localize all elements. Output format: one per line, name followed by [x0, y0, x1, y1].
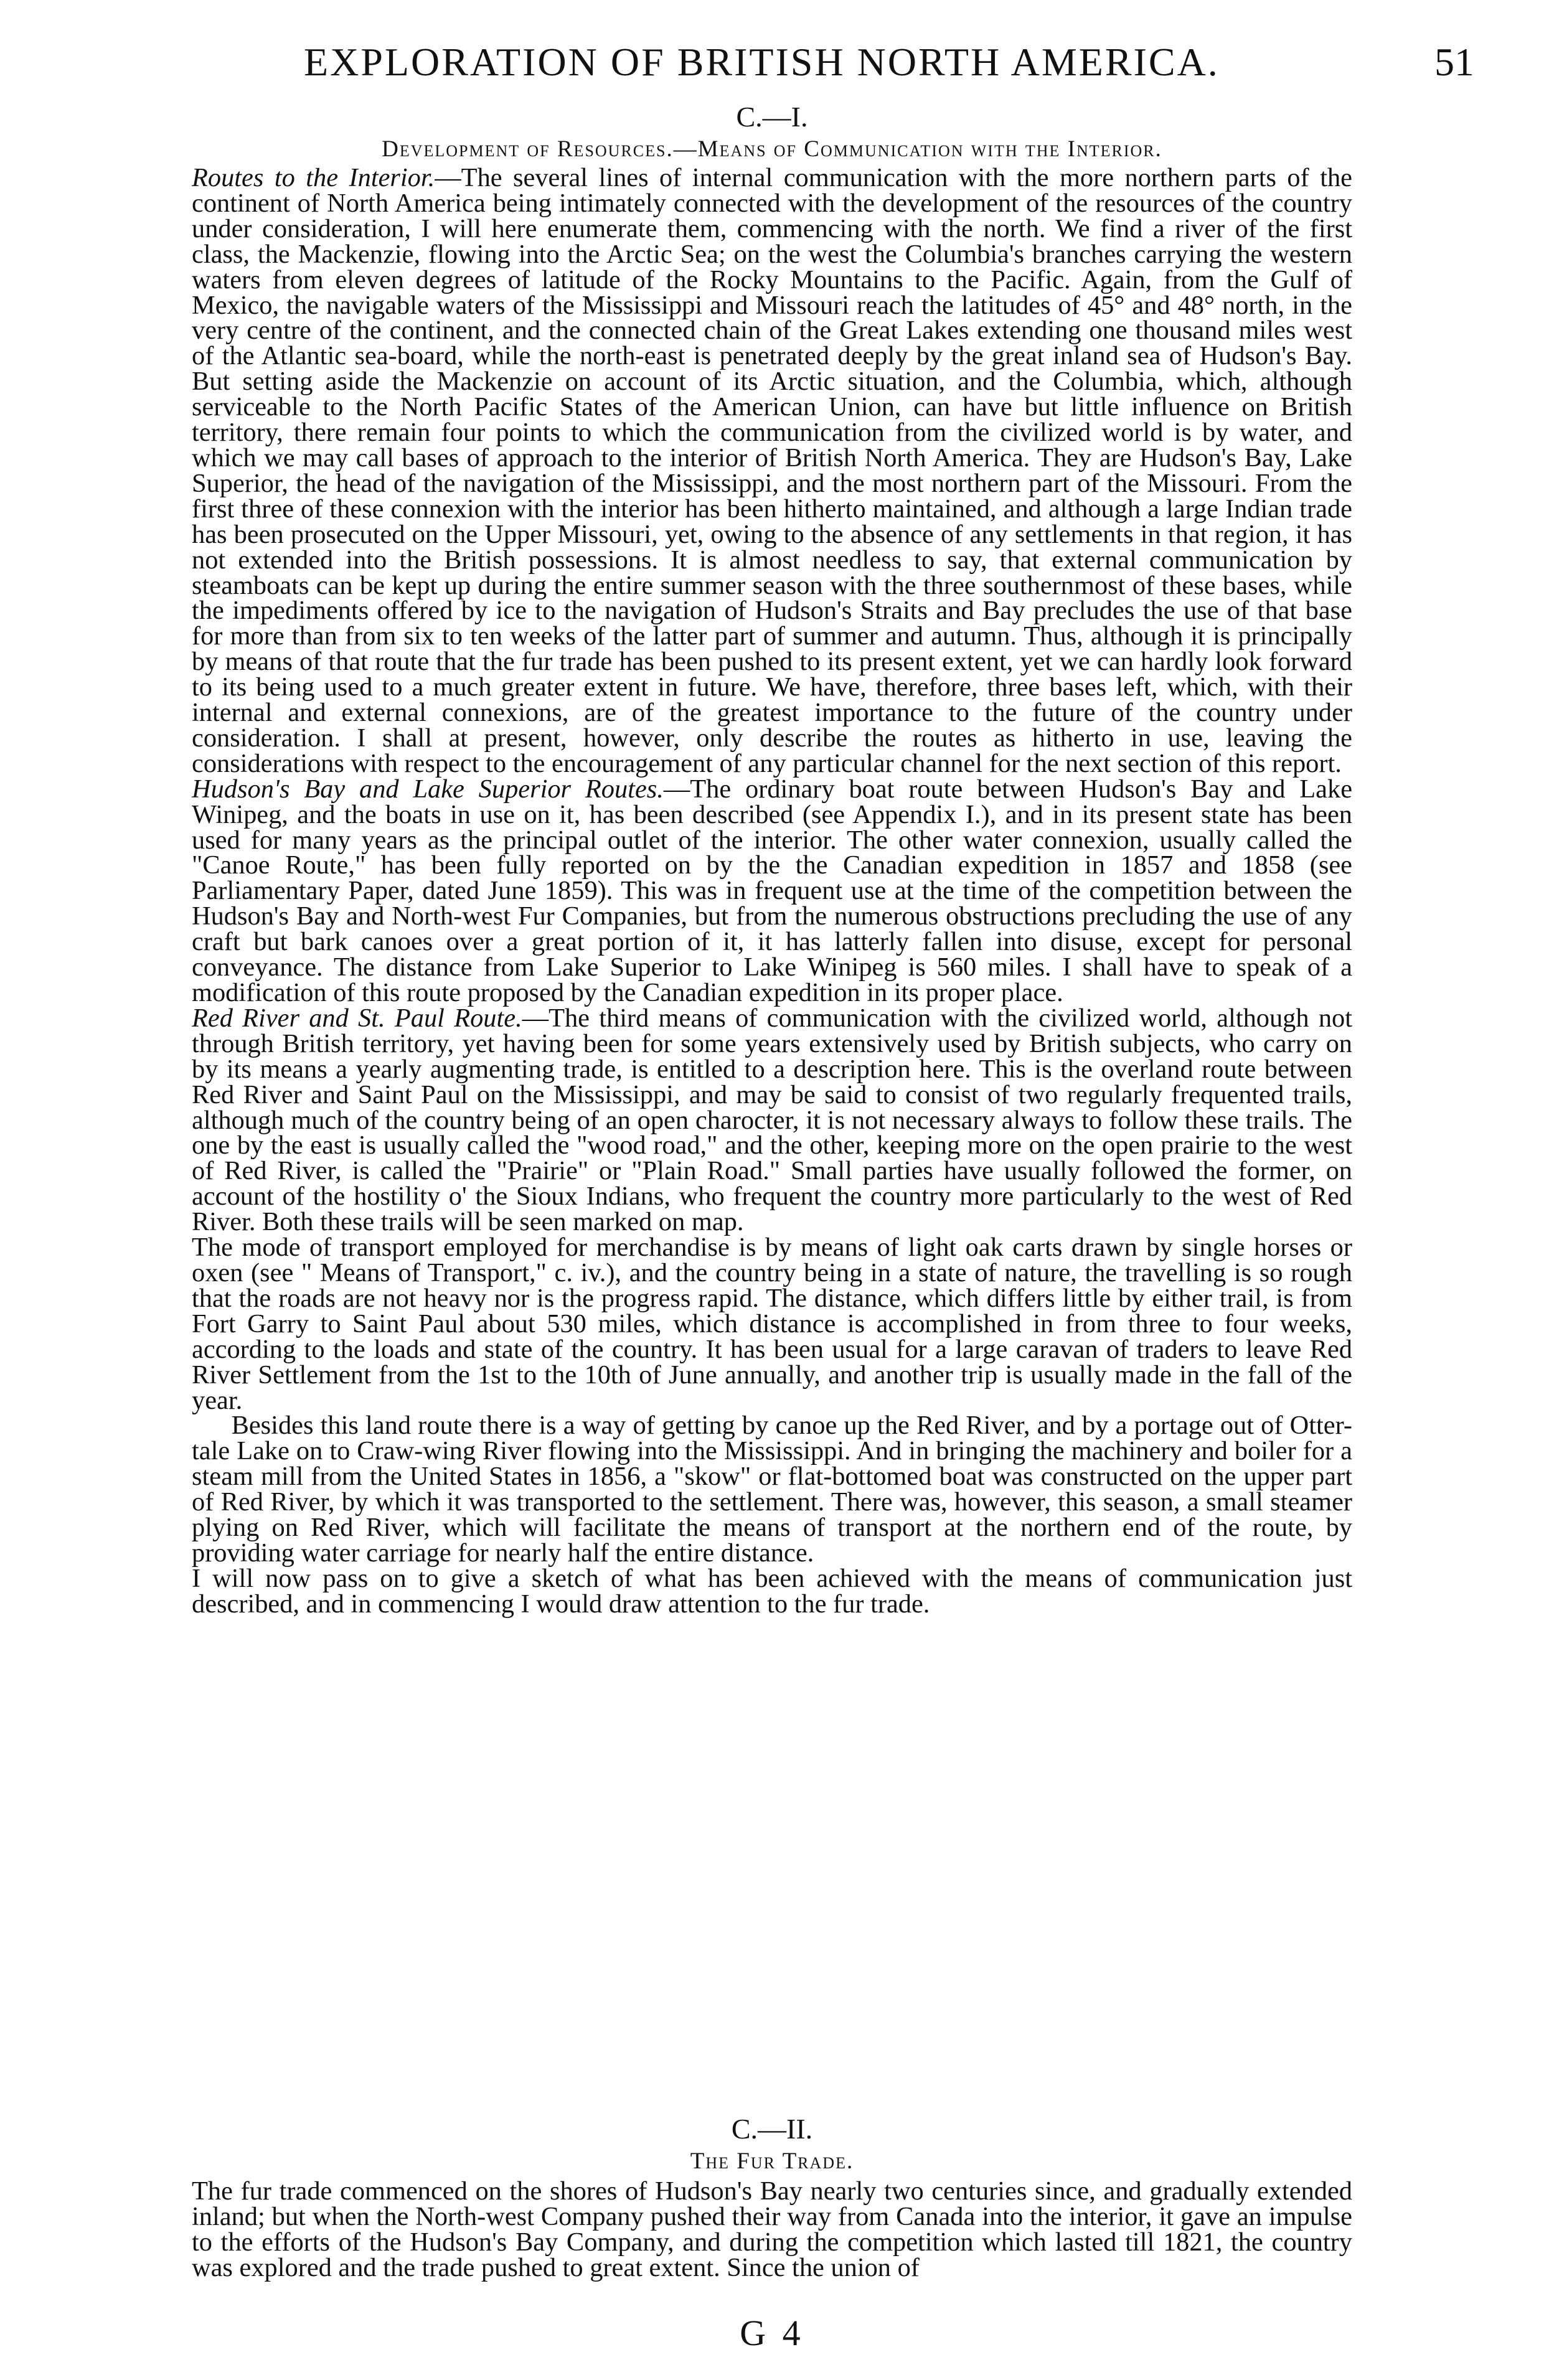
- paragraph-text: —The third means of communication with the civilized world, although not through British territory, yet having been for some years extensively used by British subjects, who carry on by its means a yearly augmenting trade, is entitled to a description here. This is the overland route between Red River and Saint Paul on the Mississippi, and may be said to consist of two regularly frequented trails, although much of the country being of an open charocter, it is not necessary always to follow these trails. The one by the east is usually called the "wood road," and the other, keeping more on the open prairie to the west of Red River, is called the "Prairie" or "Plain Road." Small parties have usually followed the former, on account of the hostility o' the Sioux Indians, who frequent the country more particularly to the west of Red River. Both these trails will be seen marked on map.: [192, 1003, 1352, 1237]
- section-1-body: [192, 163, 1353, 1619]
- paragraph-text: The mode of transport employed for merchandise is by means of light oak carts drawn by single horses or oxen (see " Means of Transport," c. iv.), and the country being in a state of nature, the travelling is so rough that the roads are not heavy nor is the progress rapid. The distance, which differs little by either trail, is from Fort Garry to Saint Paul about 530 miles, which distance is accomplished in from three to four weeks, according to the loads and state of the country. It has been usual for a large caravan of traders to leave Red River Settlement from the 1st to the 10th of June annually, and another trip is usually made in the fall of the year.: [192, 1233, 1352, 1415]
- paragraph-text: Besides this land route there is a way of getting by canoe up the Red River, and by a portage out of Otter-tale Lake on to Craw-wing River flowing into the Mississippi. And in bringing the machinery and boiler for a steam mill from the United States in 1856, a "skow" or flat-bottomed boat was constructed on the upper part of Red River, by which it was transported to the settlement. There was, however, this season, a small steamer plying on Red River, which will facilitate the means of transport at the northern end of the route, by providing water carriage for nearly half the entire distance.: [192, 1411, 1352, 1568]
- paragraph-mode-of-transport: [192, 1235, 1352, 1413]
- paragraph-sidehead: Routes to the Interior.: [192, 163, 435, 192]
- running-head: [304, 36, 1474, 88]
- paragraph-text: —The ordinary boat route between Hudson's Bay and Lake Winipeg, and the boats in use on it, has been described (see Appendix I.), and in its present state has been used for many years as the principal outlet of the interior. The other water connexion, usually called the "Canoe Route," has been fully reported on by the the Canadian expedition in 1857 and 1858 (see Parliamentary Paper, dated June 1859). This was in frequent use at the time of the competition between the Hudson's Bay and North-west Fur Companies, but from the numerous obstructions precluding the use of any craft but bark canoes over a great portion of it, it has latterly fallen into disuse, except for personal conveyance. The distance from Lake Superior to Lake Winipeg is 560 miles. I shall have to speak of a modification of this route proposed by the Canadian expedition in its proper place.: [192, 774, 1353, 1007]
- section-2-body: [192, 2176, 1352, 2282]
- section-title: The Fur Trade.: [690, 2148, 854, 2174]
- paragraph-text: I will now pass on to give a sketch of what has been achieved with the means of communication just described, and in commencing I would draw attention to the fur trade.: [192, 1563, 1352, 1619]
- paragraph-fur-trade: [192, 2176, 1352, 2282]
- paragraph-text: —The several lines of internal communication with the more northern parts of the continent of North America being intimately connected with the development of the resources of the country under consideration, I will here enumerate them, commencing with the north. We find a river of the first class, the Mackenzie, flowing into the Arctic Sea; on the west the Columbia's branches carrying the western waters from eleven degrees of latitude of the Rocky Mountains to the Pacific. Again, from the Gulf of Mexico, the navigable waters of the Mississippi and Missouri reach the latitudes of 45° and 48° north, in the very centre of the continent, and the connected chain of the Great Lakes extending one thousand miles west of the Atlantic sea-board, while the north-east is penetrated deeply by the great inland sea of Hudson's Bay. But setting aside the Mackenzie on account of its Arctic situation, and the Columbia, which, although serviceable to the North Pacific States of the American Union, can have but little influence on British territory, there remain four points to which the communication from the civilized world is by water, and which we may call bases of approach to the interior of British North America. They are Hudson's Bay, Lake Superior, the head of the navigation of the Mississippi, and the most northern part of the Missouri. From the first three of these connexion with the interior has been hitherto maintained, and although a large Indian trade has been prosecuted on the Upper Missouri, yet, owing to the absence of any settlements in that region, it has not extended into the British possessions. It is almost needless to say, that external communication by steamboats can be kept up during the entire summer season with the three southernmost of these bases, while the impediments offered by ice to the navigation of Hudson's Straits and Bay precludes the use of that base for more than from six to ten weeks of the latter part of summer and autumn. Thus, although it is principally by means of that route that the fur trade has been pushed to its present extent, yet we can hardly look forward to its being used to a much greater extent in future. We have, therefore, three bases left, which, with their internal and external connexions, are of the greatest importance to the future of the country under consideration. I shall at present, however, only describe the routes as hitherto in use, leaving the considerations with respect to the encouragement of any particular channel for the next section of this report.: [192, 163, 1352, 778]
- section-title: Development of Resources.—Means of Communication with the Interior.: [382, 136, 1162, 162]
- page-number: 51: [1434, 40, 1474, 84]
- paragraph-sidehead: Red River and St. Paul Route.: [192, 1003, 522, 1033]
- paragraph-hudsons-bay-route: [192, 774, 1353, 1007]
- paragraph-sidehead: Hudson's Bay and Lake Superior Routes.: [192, 774, 664, 804]
- section-2-heading: [192, 2112, 1352, 2176]
- section-number: C.—I.: [736, 101, 808, 133]
- section-1-heading: [192, 100, 1352, 164]
- section-number: C.—II.: [731, 2113, 813, 2145]
- paragraph-red-river-route: [192, 1003, 1352, 1237]
- paragraph-routes-to-interior: [192, 163, 1352, 778]
- paragraph-text: The fur trade commenced on the shores of Hudson's Bay nearly two centuries since, and gradually extended inland; but when the North-west Company pushed their way from Canada into the interior, it gave an impulse to the efforts of the Hudson's Bay Company, and during the competition which lasted till 1821, the country was explored and the trade pushed to great extent. Since the union of: [192, 2176, 1352, 2282]
- printer-signature: G 4: [740, 2313, 804, 2353]
- paragraph-transition: [192, 1563, 1352, 1619]
- running-title: EXPLORATION OF BRITISH NORTH AMERICA.: [304, 40, 1220, 84]
- paragraph-canoe-route: [192, 1413, 1352, 1566]
